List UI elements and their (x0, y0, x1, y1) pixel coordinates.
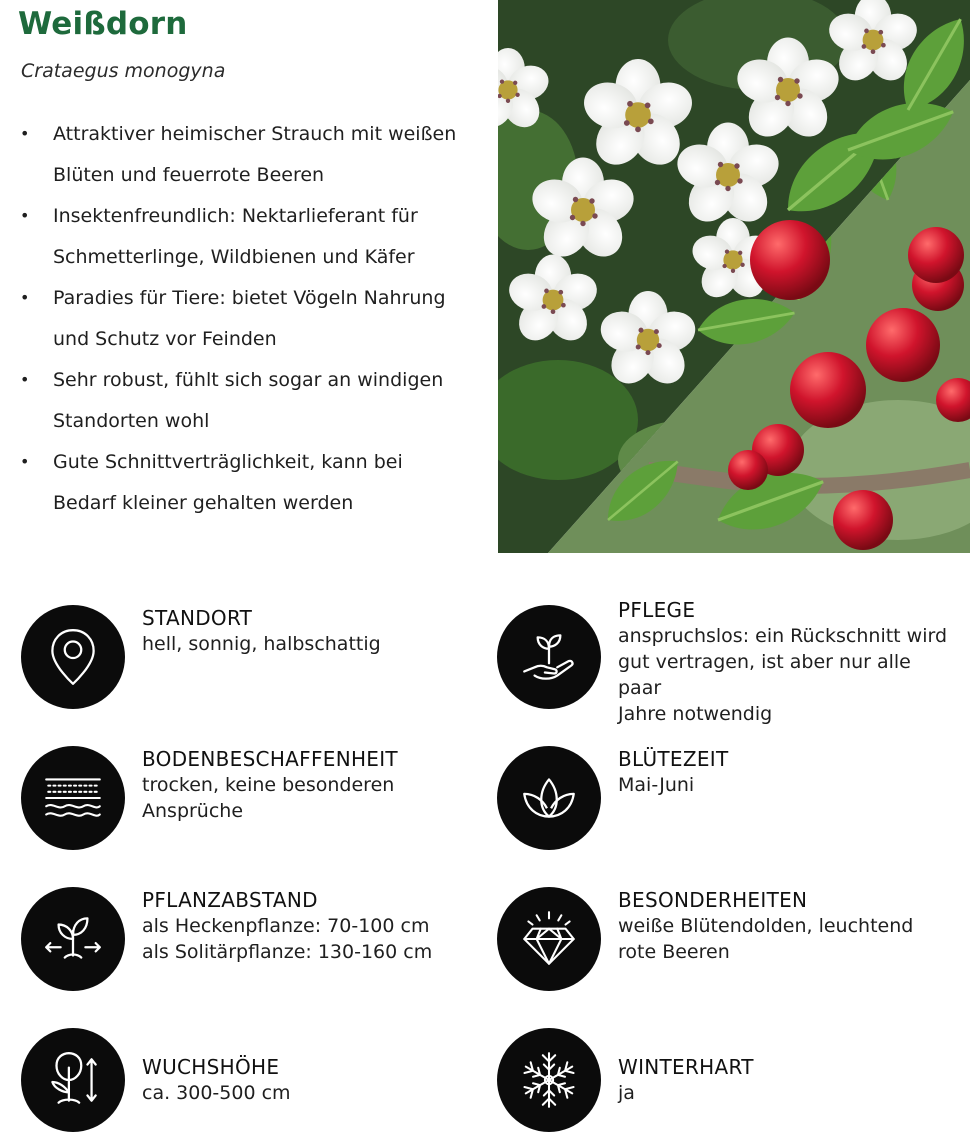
feature-winterhart (497, 1028, 958, 1132)
feature-text: rote Beeren (618, 941, 730, 963)
plant-in-hand-icon (497, 605, 601, 709)
bullet-dot-icon: • (20, 288, 30, 307)
feature-standort (21, 605, 482, 709)
feature-title: PFLEGE (618, 598, 696, 622)
feature-title: BLÜTEZEIT (618, 747, 729, 771)
feature-title: BESONDERHEITEN (618, 888, 808, 912)
botanical-name: Crataegus monogyna (21, 60, 226, 82)
sprout-spacing-icon (21, 887, 125, 991)
feature-title: BODENBESCHAFFENHEIT (142, 747, 398, 771)
bullet-item: • Sehr robust, fühlt sich sogar an windigen Standorten wohl (20, 360, 490, 441)
feature-text: anspruchslos: ein Rückschnitt wird (618, 625, 948, 647)
feature-text: trocken, keine besonderen (142, 774, 395, 796)
bullet-item: • Insektenfreundlich: Nektarlieferant für Schmetterlinge, Wildbienen und Käfer (20, 196, 490, 277)
feature-text: ca. 300-500 cm (142, 1082, 291, 1104)
bullet-dot-icon: • (20, 206, 30, 225)
feature-text: Jahre notwendig (618, 703, 773, 725)
location-pin-icon (21, 605, 125, 709)
feature-text: als Solitärpflanze: 130-160 cm (142, 941, 433, 963)
soil-layers-icon (21, 746, 125, 850)
bullet-item: • Paradies für Tiere: bietet Vögeln Nahrung und Schutz vor Feinden (20, 278, 490, 359)
diamond-icon (497, 887, 601, 991)
feature-bluetezeit (497, 746, 958, 850)
feature-text: als Heckenpflanze: 70-100 cm (142, 915, 430, 937)
snowflake-icon (497, 1028, 601, 1132)
feature-text: weiße Blütendolden, leuchtend (618, 915, 914, 937)
bullet-item: • Gute Schnittverträglichkeit, kann bei Bedarf kleiner gehalten werden (20, 442, 490, 523)
lotus-flower-icon (497, 746, 601, 850)
product-photo (498, 0, 970, 553)
feature-text: hell, sonnig, halbschattig (142, 633, 381, 655)
bullet-dot-icon: • (20, 124, 30, 143)
tree-height-icon (21, 1028, 125, 1132)
feature-besonderheiten (497, 887, 958, 991)
feature-pflanzabstand (21, 887, 482, 991)
feature-wuchshoehe (21, 1028, 482, 1132)
feature-title: WINTERHART (618, 1055, 754, 1079)
feature-text: Mai-Juni (618, 774, 695, 796)
feature-text: Ansprüche (142, 800, 244, 822)
feature-text: gut vertragen, ist aber nur alle paar (618, 651, 911, 699)
feature-pflege (497, 598, 958, 727)
page-title: Weißdorn (18, 6, 188, 42)
feature-title: PFLANZABSTAND (142, 888, 318, 912)
bullet-dot-icon: • (20, 370, 30, 389)
feature-boden (21, 746, 482, 850)
feature-text: ja (618, 1082, 635, 1104)
feature-bullet-list (20, 114, 490, 524)
bullet-dot-icon: • (20, 452, 30, 471)
feature-title: WUCHSHÖHE (142, 1055, 280, 1079)
bullet-item: • Attraktiver heimischer Strauch mit weißen Blüten und feuerrote Beeren (20, 114, 490, 195)
feature-title: STANDORT (142, 606, 253, 630)
